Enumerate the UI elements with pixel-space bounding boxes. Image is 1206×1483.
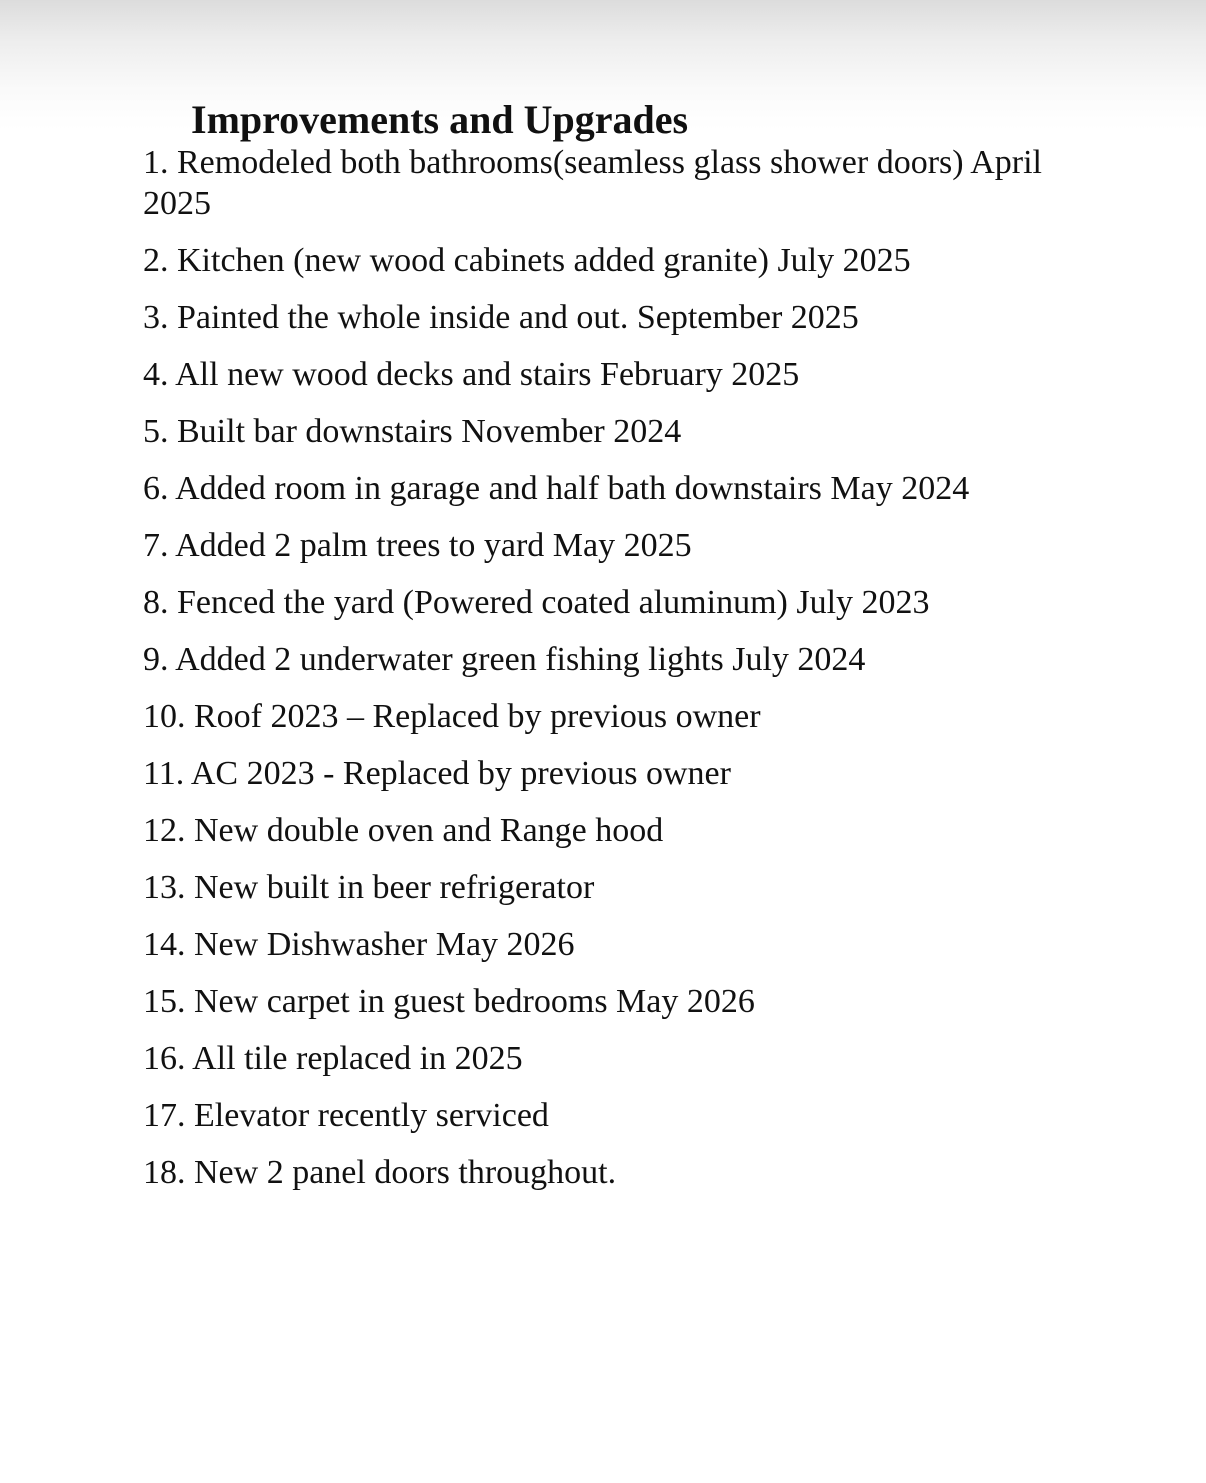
list-item: 14. New Dishwasher May 2026 — [143, 926, 575, 963]
list-item: 15. New carpet in guest bedrooms May 2026 — [143, 983, 755, 1020]
list-item: 5. Built bar downstairs November 2024 — [143, 413, 682, 450]
list-item: 8. Fenced the yard (Powered coated aluminum) July 2023 — [143, 584, 930, 621]
list-item: 13. New built in beer refrigerator — [143, 869, 595, 906]
document-title: Improvements and Upgrades — [191, 97, 689, 142]
list-item: 10. Roof 2023 – Replaced by previous owner — [143, 698, 761, 735]
list-item: 12. New double oven and Range hood — [143, 812, 664, 849]
list-item: 11. AC 2023 - Replaced by previous owner — [143, 755, 731, 792]
list-item: 18. New 2 panel doors throughout. — [143, 1154, 617, 1191]
list-item: 16. All tile replaced in 2025 — [143, 1040, 523, 1077]
list-item: 4. All new wood decks and stairs February 2025 — [143, 356, 800, 393]
list-item: 7. Added 2 palm trees to yard May 2025 — [143, 527, 692, 564]
list-item: 17. Elevator recently serviced — [143, 1097, 549, 1134]
list-item: 2. Kitchen (new wood cabinets added granite) July 2025 — [143, 242, 911, 279]
list-item: 9. Added 2 underwater green fishing lights July 2024 — [143, 641, 866, 678]
list-item: 3. Painted the whole inside and out. September 2025 — [143, 299, 859, 336]
list-item: 1. Remodeled both bathrooms(seamless glass shower doors) April 2025 — [143, 144, 1042, 222]
list-item: 6. Added room in garage and half bath downstairs May 2024 — [143, 470, 970, 507]
